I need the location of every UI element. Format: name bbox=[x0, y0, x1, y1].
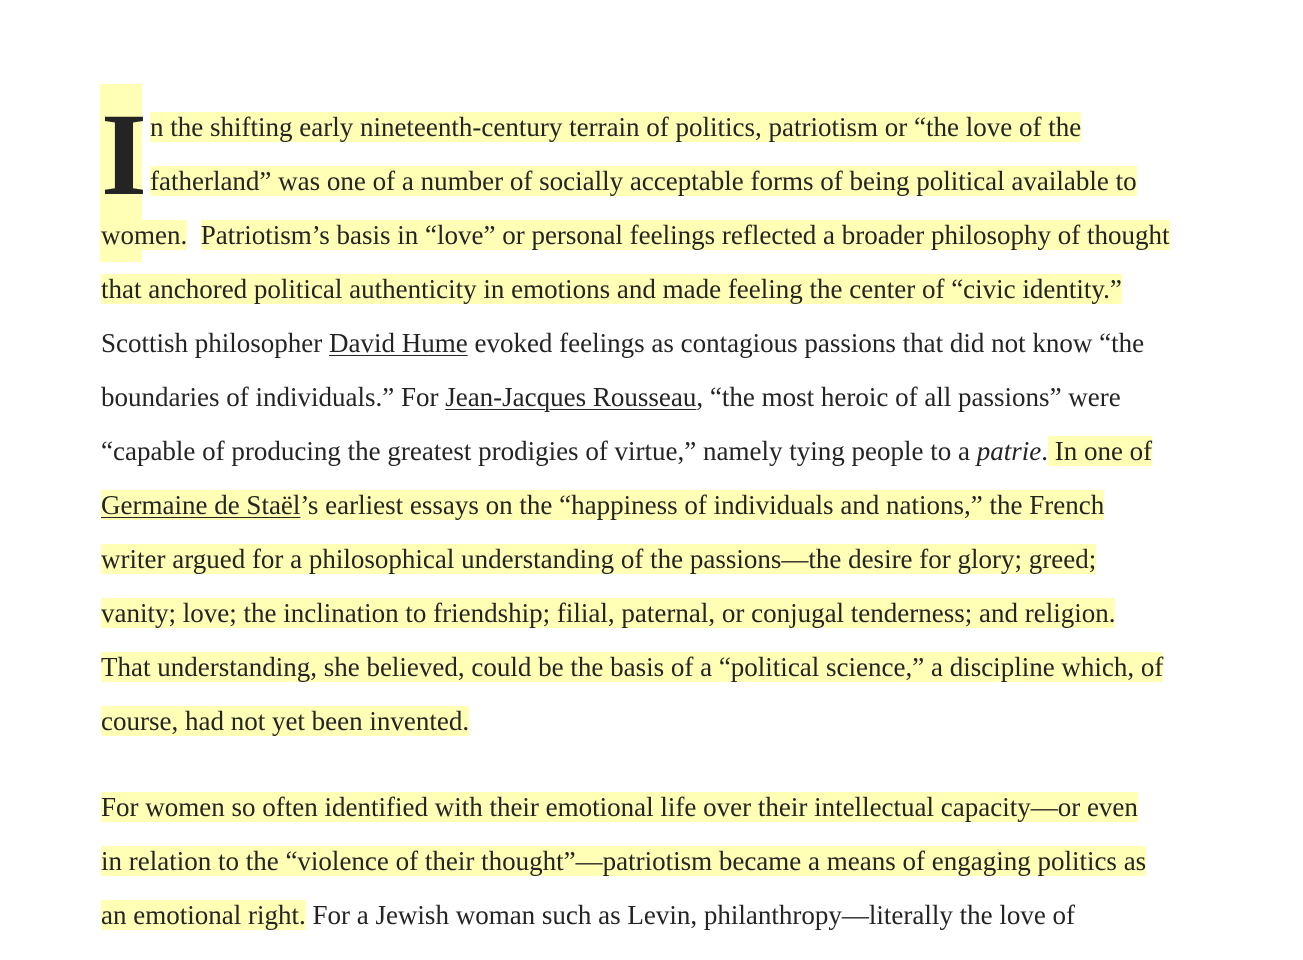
paragraph-1-line-11 bbox=[101, 640, 1163, 694]
paragraph-2-line-2 bbox=[101, 834, 1146, 888]
paragraph-1-line-7 bbox=[101, 424, 1152, 478]
highlighted-text[interactable]: fatherland” was one of a number of socially acceptable forms of being political available to bbox=[150, 166, 1137, 196]
highlighted-text[interactable]: In one of bbox=[1047, 436, 1153, 466]
link-germaine-de-stael[interactable]: Germaine de Staël bbox=[101, 490, 301, 520]
paragraph-1-line-5 bbox=[101, 316, 1144, 370]
body-text: For a Jewish woman such as Levin, philanthropy—literally the love of bbox=[305, 900, 1076, 930]
highlighted-text[interactable]: That understanding, she believed, could be the basis of a “political science,” a discipline which, of bbox=[101, 652, 1164, 682]
highlighted-text[interactable]: that anchored political authenticity in emotions and made feeling the center of “civic identity.” bbox=[101, 274, 1122, 304]
highlighted-text[interactable]: an emotional right. bbox=[101, 900, 306, 930]
paragraph-1-line-4 bbox=[101, 262, 1122, 316]
gap bbox=[187, 220, 201, 250]
highlighted-text[interactable]: writer argued for a philosophical understanding of the passions—the desire for glory; greed; bbox=[101, 544, 1097, 574]
paragraph-2-line-1 bbox=[101, 780, 1138, 834]
highlighted-text[interactable]: ’s earliest essays on the “happiness of individuals and nations,” the French bbox=[300, 490, 1105, 520]
paragraph-1-line-1 bbox=[150, 100, 1081, 154]
body-text: , “the most heroic of all passions” were bbox=[696, 382, 1121, 412]
highlighted-text[interactable]: n the shifting early nineteenth-century terrain of politics, patriotism or “the love of the bbox=[150, 112, 1082, 142]
drop-cap-letter: I bbox=[101, 89, 147, 220]
body-text: boundaries of individuals.” For bbox=[101, 382, 446, 412]
paragraph-1-line-3 bbox=[101, 208, 1170, 262]
highlighted-text[interactable]: in relation to the “violence of their thought”—patriotism became a means of engaging politics as bbox=[101, 846, 1147, 876]
paragraph-2-line-3 bbox=[101, 888, 1075, 942]
body-text: evoked feelings as contagious passions that did not know “the bbox=[467, 328, 1145, 358]
highlighted-text[interactable]: course, had not yet been invented. bbox=[101, 706, 470, 736]
paragraph-1-line-6 bbox=[101, 370, 1121, 424]
link-jean-jacques-rousseau[interactable]: Jean-Jacques Rousseau bbox=[445, 382, 697, 412]
highlighted-text[interactable]: vanity; love; the inclination to friendship; filial, paternal, or conjugal tenderness; and religion. bbox=[101, 598, 1116, 628]
paragraph-1-line-8 bbox=[101, 478, 1104, 532]
body-text: “capable of producing the greatest prodigies of virtue,” namely tying people to a bbox=[101, 436, 977, 466]
paragraph-1-line-9 bbox=[101, 532, 1096, 586]
highlighted-text[interactable]: Patriotism’s basis in “love” or personal feelings reflected a broader philosophy of thought bbox=[200, 220, 1170, 250]
italic-term: patrie bbox=[976, 436, 1042, 466]
link-david-hume[interactable]: David Hume bbox=[329, 328, 468, 358]
highlighted-text[interactable]: For women so often identified with their emotional life over their intellectual capacity—or even bbox=[101, 792, 1138, 822]
paragraph-1-line-12 bbox=[101, 694, 469, 748]
paragraph-1-line-10 bbox=[101, 586, 1115, 640]
paragraph-1-line-2 bbox=[150, 154, 1137, 208]
body-text: . bbox=[1041, 436, 1048, 466]
highlighted-text[interactable]: women. bbox=[101, 220, 188, 250]
body-text: Scottish philosopher bbox=[101, 328, 329, 358]
